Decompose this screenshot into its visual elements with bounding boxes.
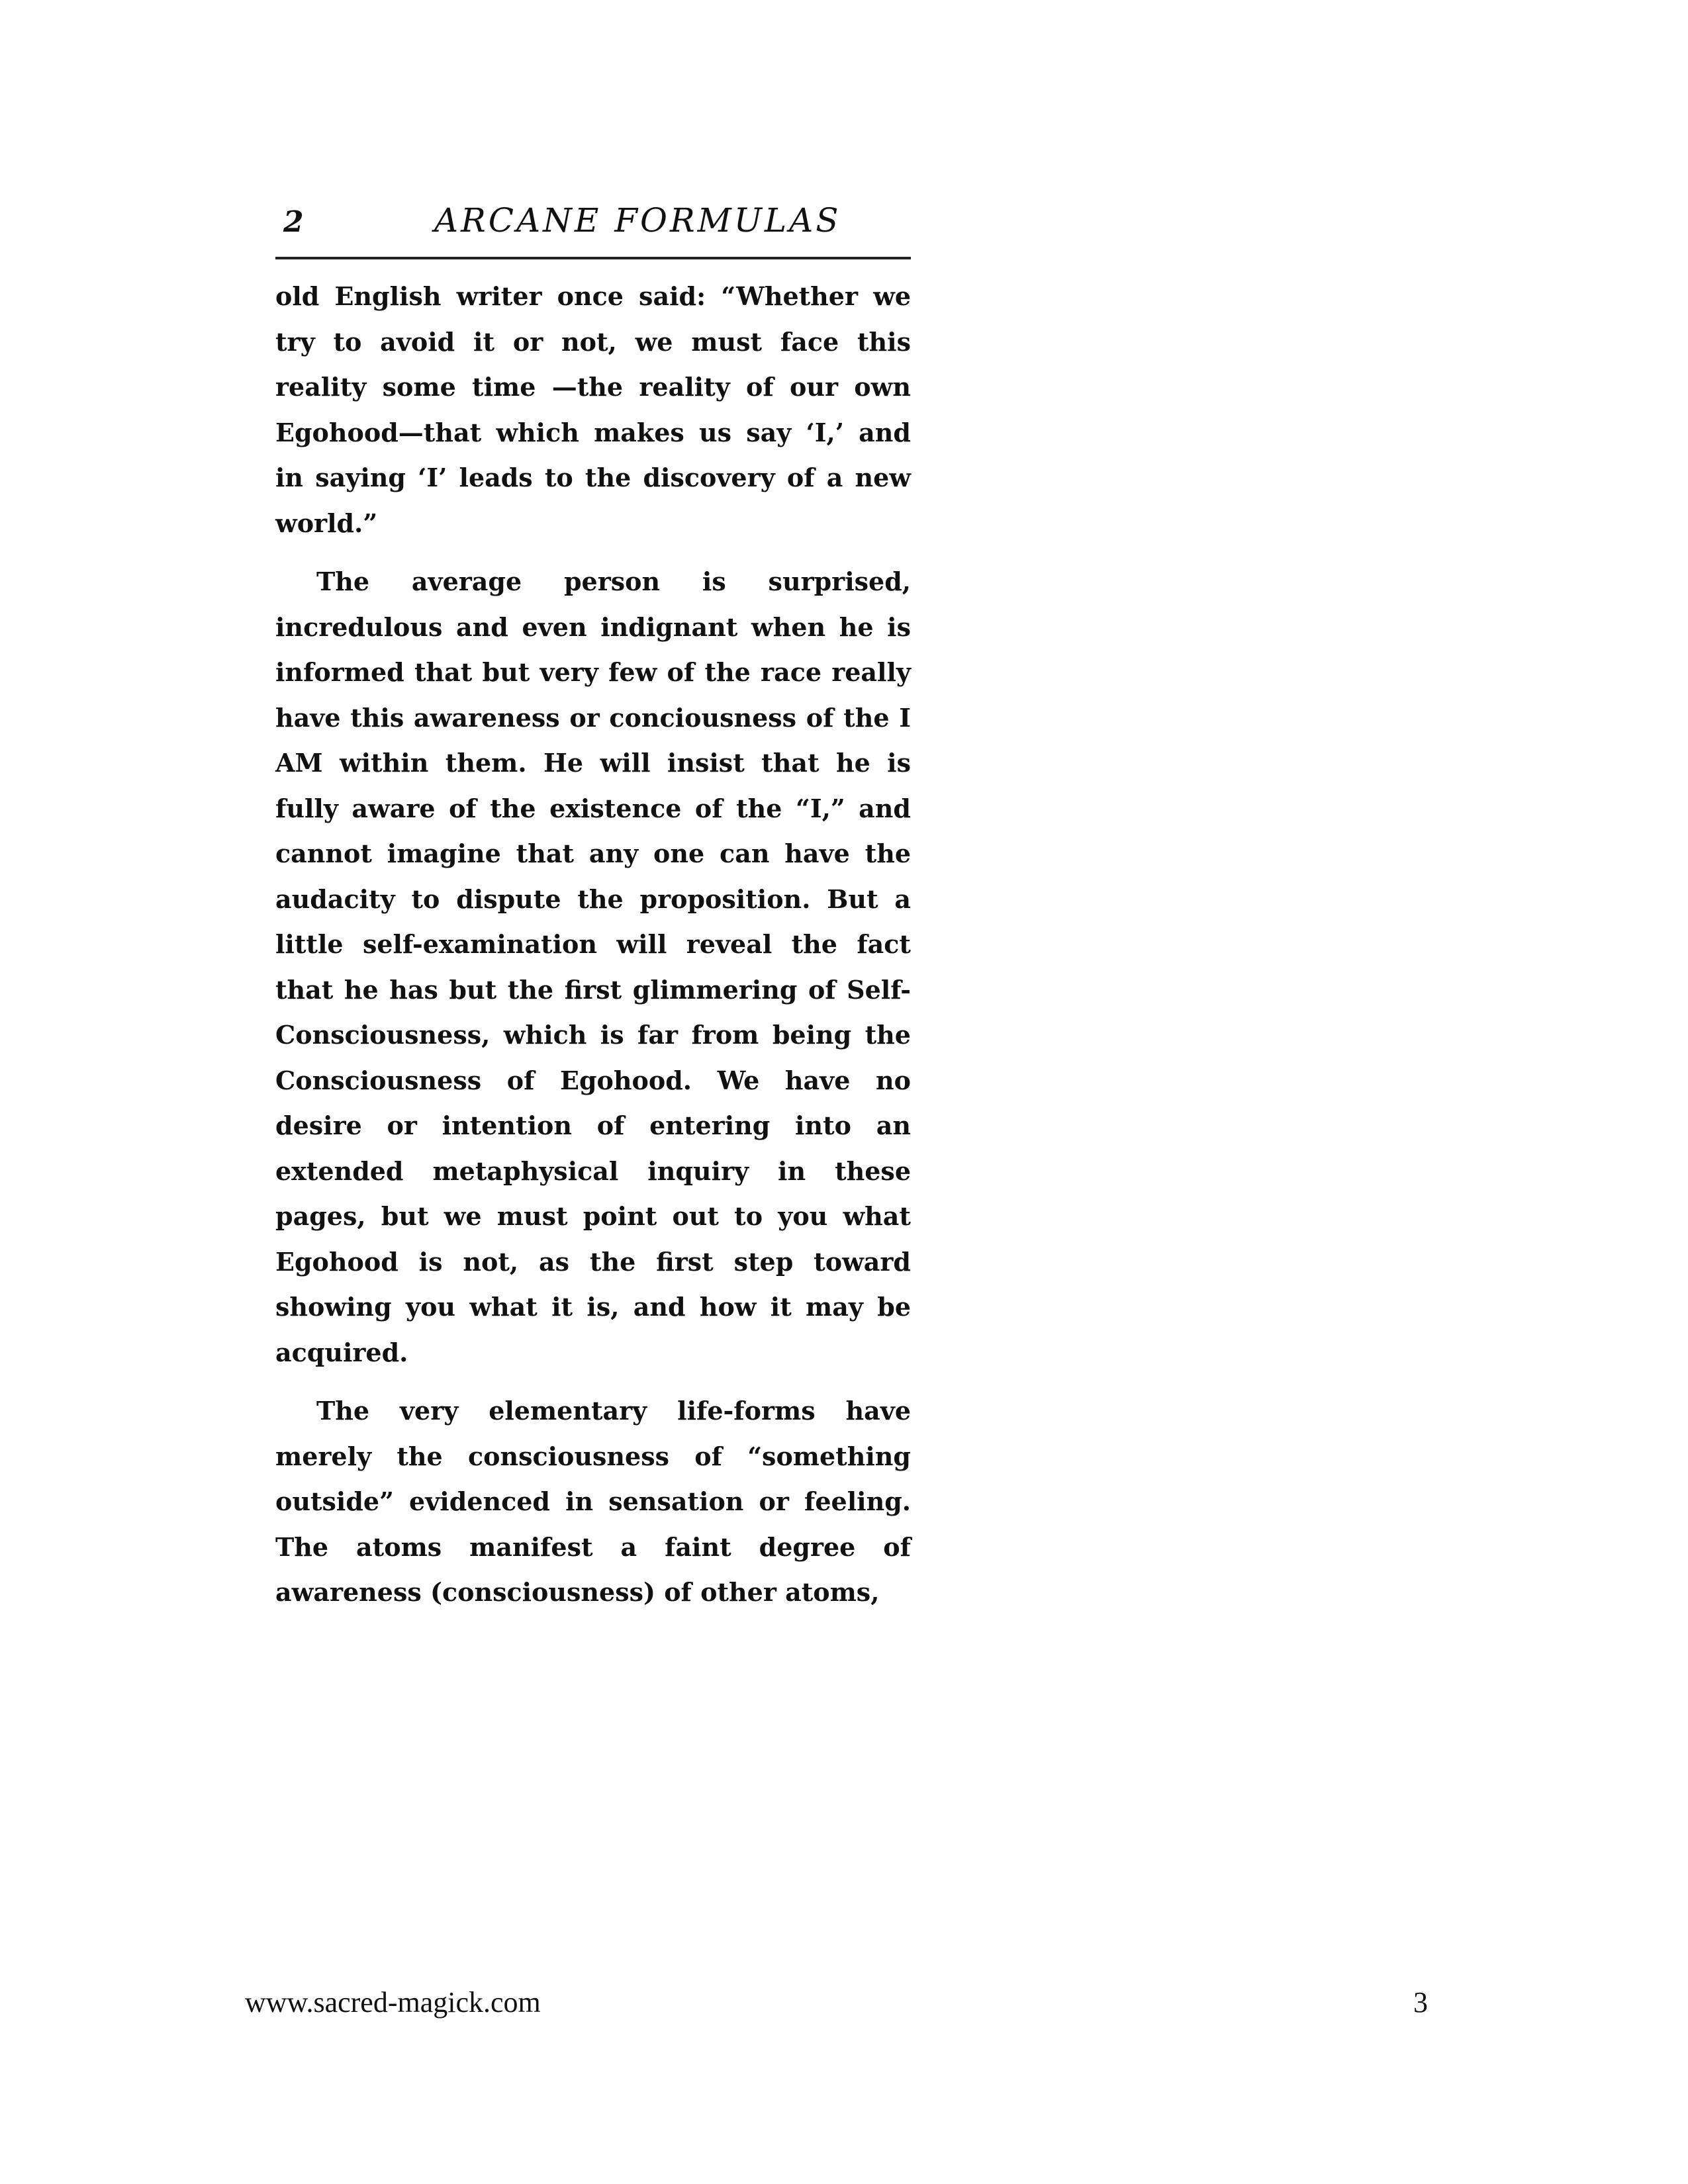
running-title: ARCANE FORMULAS: [434, 201, 841, 240]
book-page: [275, 199, 911, 1629]
footer-page-number: 3: [1413, 1986, 1428, 2019]
book-page-number: 2: [283, 205, 304, 239]
paragraph-2: The average person is surprised, incredulous and even indignant when he is informed that but very few of the race really have this awareness or conciousness of the I AM within them. He will insist that he is fully aware of the existence of the “I,” and cannot imagine that any one can have the audacity to dispute the proposition. But a little self-examination will reveal the fact that he has but the first glimmering of Self-Consciousness, which is far from being the Consciousness of Egohood. We have no desire or intention of entering into an extended metaphysical inquiry in these pages, but we must point out to you what Egohood is not, as the first step toward showing you what it is, and how it may be acquired.: [275, 567, 911, 1367]
body-text: [275, 259, 911, 1615]
footer-url: www.sacred-magick.com: [245, 1986, 541, 2019]
paragraph-1: old English writer once said: “Whether we try to avoid it or not, we must face this reality some time —the reality of our own Egohood—that which makes us say ‘I,’ and in saying ‘I’ leads to the discovery of a new world.”: [275, 281, 911, 538]
paragraph-3: The very elementary life-forms have merely the consciousness of “something outside” evidenced in sensation or feeling. The atoms manifest a faint degree of awareness (consciousness) of other atoms,: [275, 1396, 911, 1607]
running-header: [275, 199, 911, 259]
